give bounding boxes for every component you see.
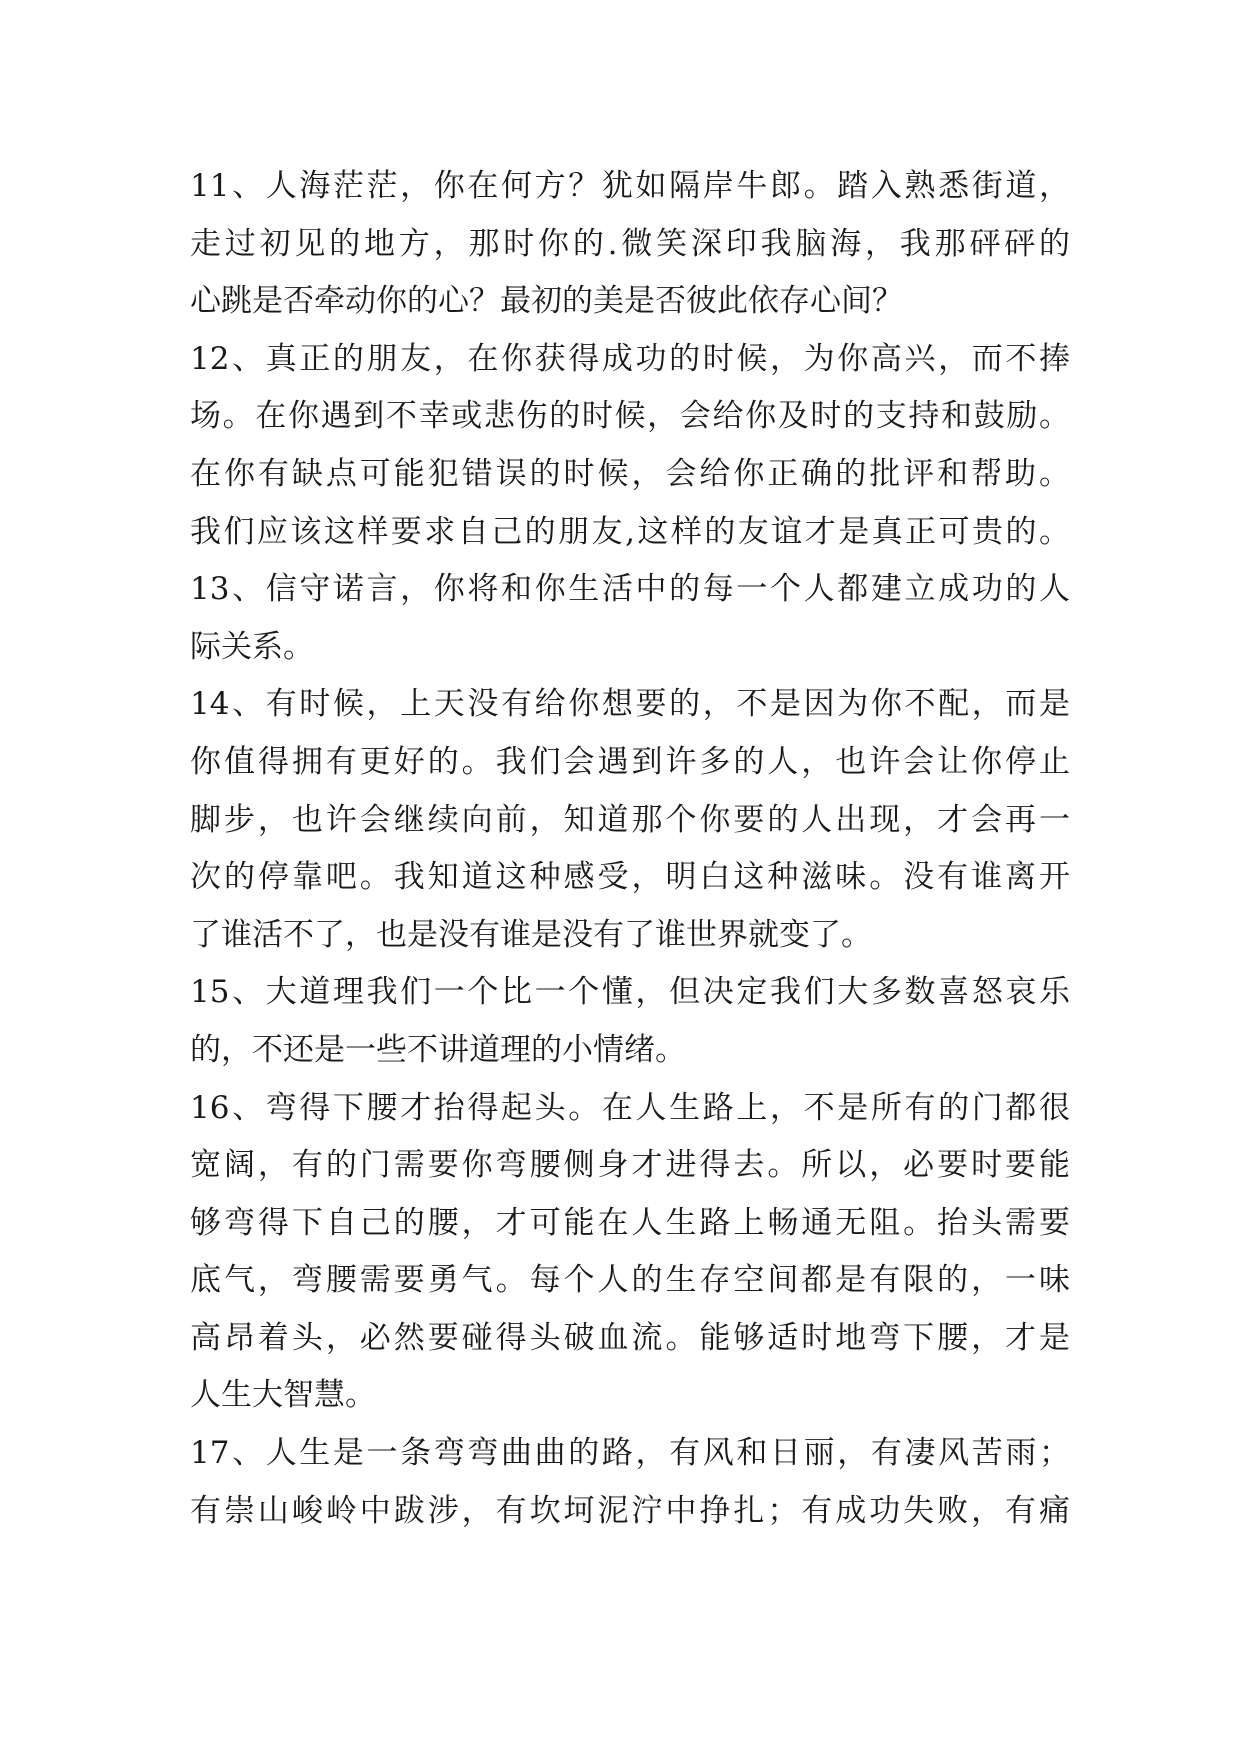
paragraph-16-line-3: 够弯得下自己的腰，才可能在人生路上畅通无阻。抬头需要 [190,1204,1070,1241]
paragraph-14-line-5: 了谁活不了，也是没有谁是没有了谁世界就变了。 [190,916,872,953]
paragraph-14-line-1: 14、有时候，上天没有给你想要的，不是因为你不配，而是 [190,686,1070,723]
paragraph-12-line-1: 12、真正的朋友，在你获得成功的时候，为你高兴，而不捧 [190,340,1070,377]
paragraph-15-line-1: 15、大道理我们一个比一个懂，但决定我们大多数喜怒哀乐 [190,974,1070,1011]
paragraph-16-line-1: 16、弯得下腰才抬得起头。在人生路上，不是所有的门都很 [190,1089,1070,1126]
document-body [190,158,1070,1540]
paragraph-14-line-3: 脚步，也许会继续向前，知道那个你要的人出现，才会再一 [190,801,1070,838]
paragraph-12-line-4: 我们应该这样要求自己的朋友,这样的友谊才是真正可贵的。 [190,513,1070,550]
paragraph-16-line-2: 宽阔，有的门需要你弯腰侧身才进得去。所以，必要时要能 [190,1147,1070,1184]
paragraph-14-line-4: 次的停靠吧。我知道这种感受，明白这种滋味。没有谁离开 [190,859,1070,896]
paragraph-15-line-2: 的，不还是一些不讲道理的小情绪。 [190,1031,686,1068]
paragraph-11-line-3: 心跳是否牵动你的心？最初的美是否彼此依存心间？ [190,283,903,320]
paragraph-14-line-2: 你值得拥有更好的。我们会遇到许多的人，也许会让你停止 [190,743,1070,780]
paragraph-13-line-2: 际关系。 [190,628,314,665]
paragraph-17-line-1: 17、人生是一条弯弯曲曲的路，有风和日丽，有凄风苦雨； [190,1435,1070,1472]
paragraph-16-line-6: 人生大智慧。 [190,1377,376,1414]
paragraph-11-line-1: 11、人海茫茫，你在何方？犹如隔岸牛郎。踏入熟悉街道， [190,168,1070,204]
paragraph-16-line-5: 高昂着头，必然要碰得头破血流。能够适时地弯下腰，才是 [190,1319,1070,1356]
paragraph-12-line-3: 在你有缺点可能犯错误的时候，会给你正确的批评和帮助。 [190,455,1070,492]
paragraph-16-line-4: 底气，弯腰需要勇气。每个人的生存空间都是有限的，一味 [190,1262,1070,1299]
paragraph-11-line-2: 走过初见的地方，那时你的.微笑深印我脑海，我那砰砰的 [190,225,1070,262]
paragraph-12-line-2: 场。在你遇到不幸或悲伤的时候，会给你及时的支持和鼓励。 [190,398,1070,435]
paragraph-17-line-2: 有崇山峻岭中跋涉，有坎坷泥泞中挣扎；有成功失败，有痛 [190,1492,1070,1529]
paragraph-13-line-1: 13、信守诺言，你将和你生活中的每一个人都建立成功的人 [190,571,1070,608]
